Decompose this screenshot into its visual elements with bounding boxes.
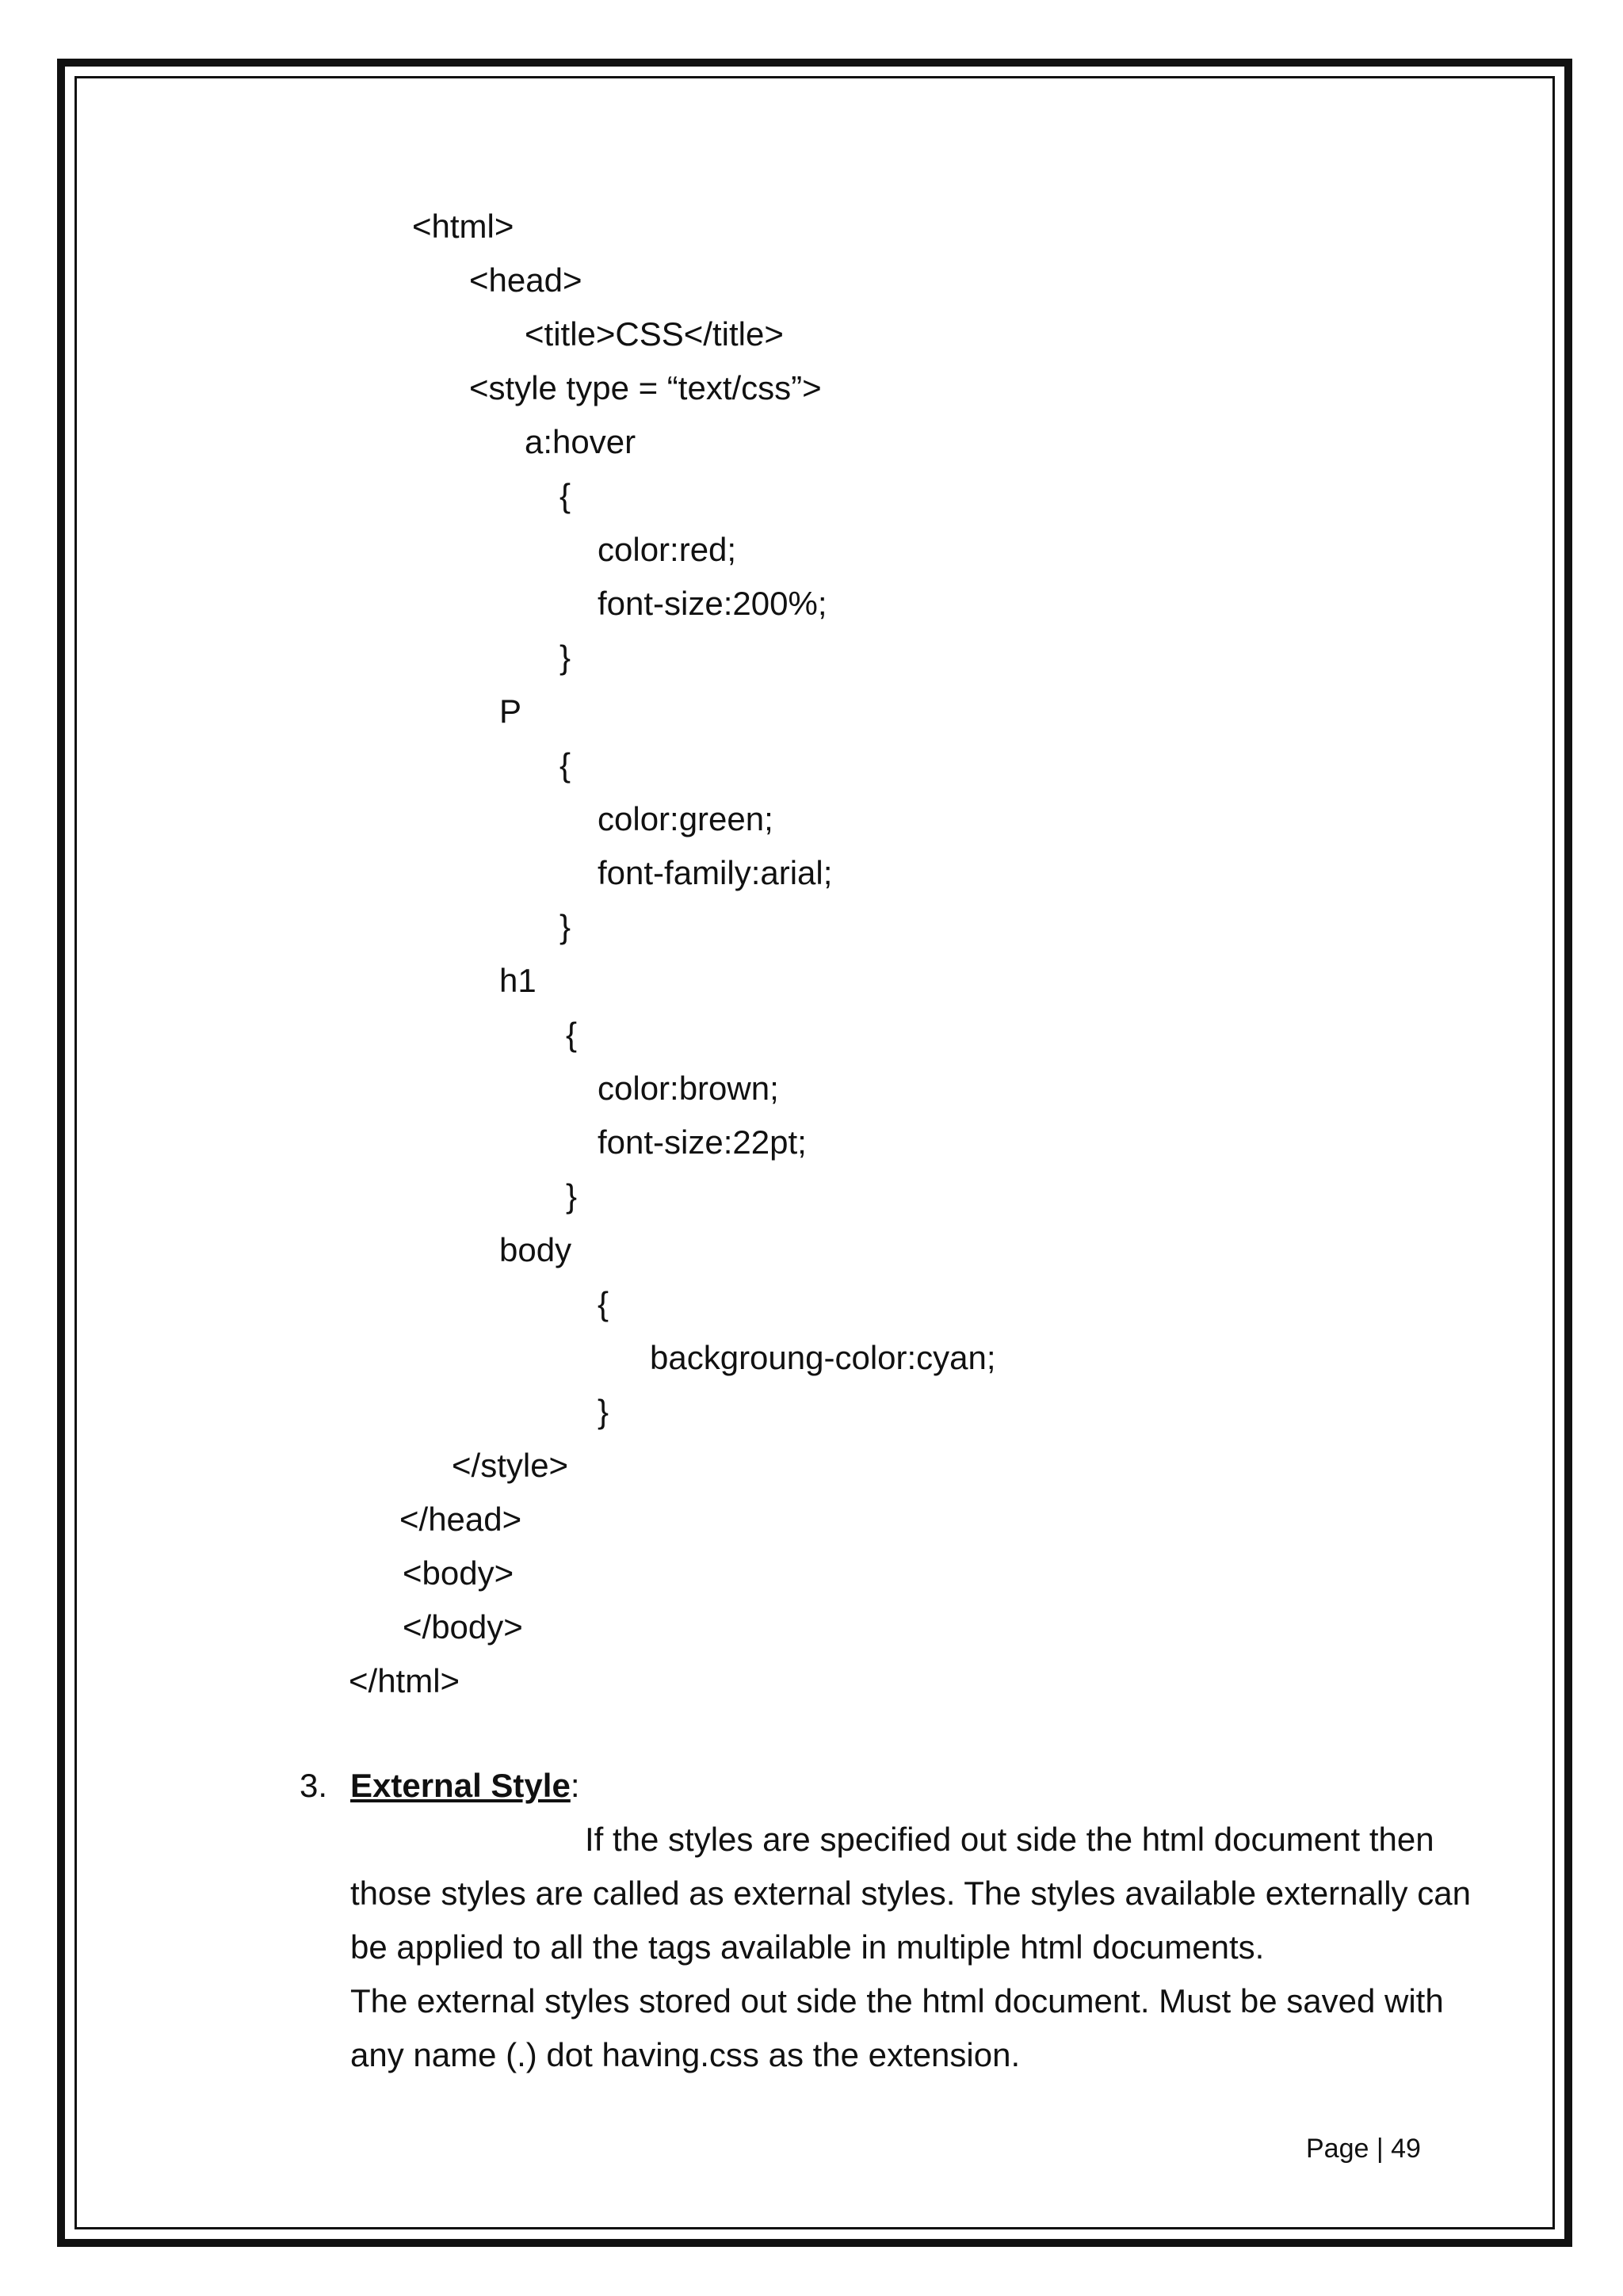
page-number: Page | 49 [1306,2134,1421,2164]
code-line: </html> [349,1662,460,1699]
code-line: font-size:22pt; [598,1123,807,1161]
section-heading [300,1767,579,1805]
code-line: } [566,1177,578,1215]
code-line: { [598,1285,609,1322]
code-line: <style type = “text/css”> [469,369,822,406]
code-line: font-family:arial; [598,854,833,891]
code-line: backgroung-color:cyan; [650,1339,996,1376]
code-line: <html> [412,208,514,245]
code-line: h1 [499,962,537,999]
code-line: a:hover [525,423,636,460]
section-number: 3. [300,1767,328,1804]
code-line: color:green; [598,800,773,837]
section-title: External Style [350,1767,571,1804]
code-line: </head> [399,1501,522,1538]
code-line: body [499,1231,572,1268]
code-line: <body> [403,1554,514,1592]
paragraph-line: The external styles stored out side the html document. Must be saved with [350,1982,1444,2019]
code-line: <title>CSS</title> [525,315,784,353]
code-line: { [566,1016,578,1053]
code-line: font-size:200%; [598,585,827,622]
code-line: color:red; [598,531,737,568]
code-line: } [598,1393,609,1430]
code-line: } [559,908,571,945]
code-line: } [559,639,571,676]
code-line: </body> [403,1608,523,1646]
code-line: </style> [452,1447,569,1484]
code-line: color:brown; [598,1070,779,1107]
paragraph-line: If the styles are specified out side the html document then [585,1821,1434,1858]
code-line: <head> [469,261,582,299]
section-colon: : [570,1767,580,1804]
code-line: { [559,477,571,514]
code-line: { [559,746,571,784]
paragraph-line: any name (.) dot having.css as the extension. [350,2036,1021,2073]
paragraph-line: those styles are called as external styles. The styles available externally can [350,1875,1471,1912]
code-line: P [499,692,522,730]
paragraph-line: be applied to all the tags available in multiple html documents. [350,1928,1265,1966]
